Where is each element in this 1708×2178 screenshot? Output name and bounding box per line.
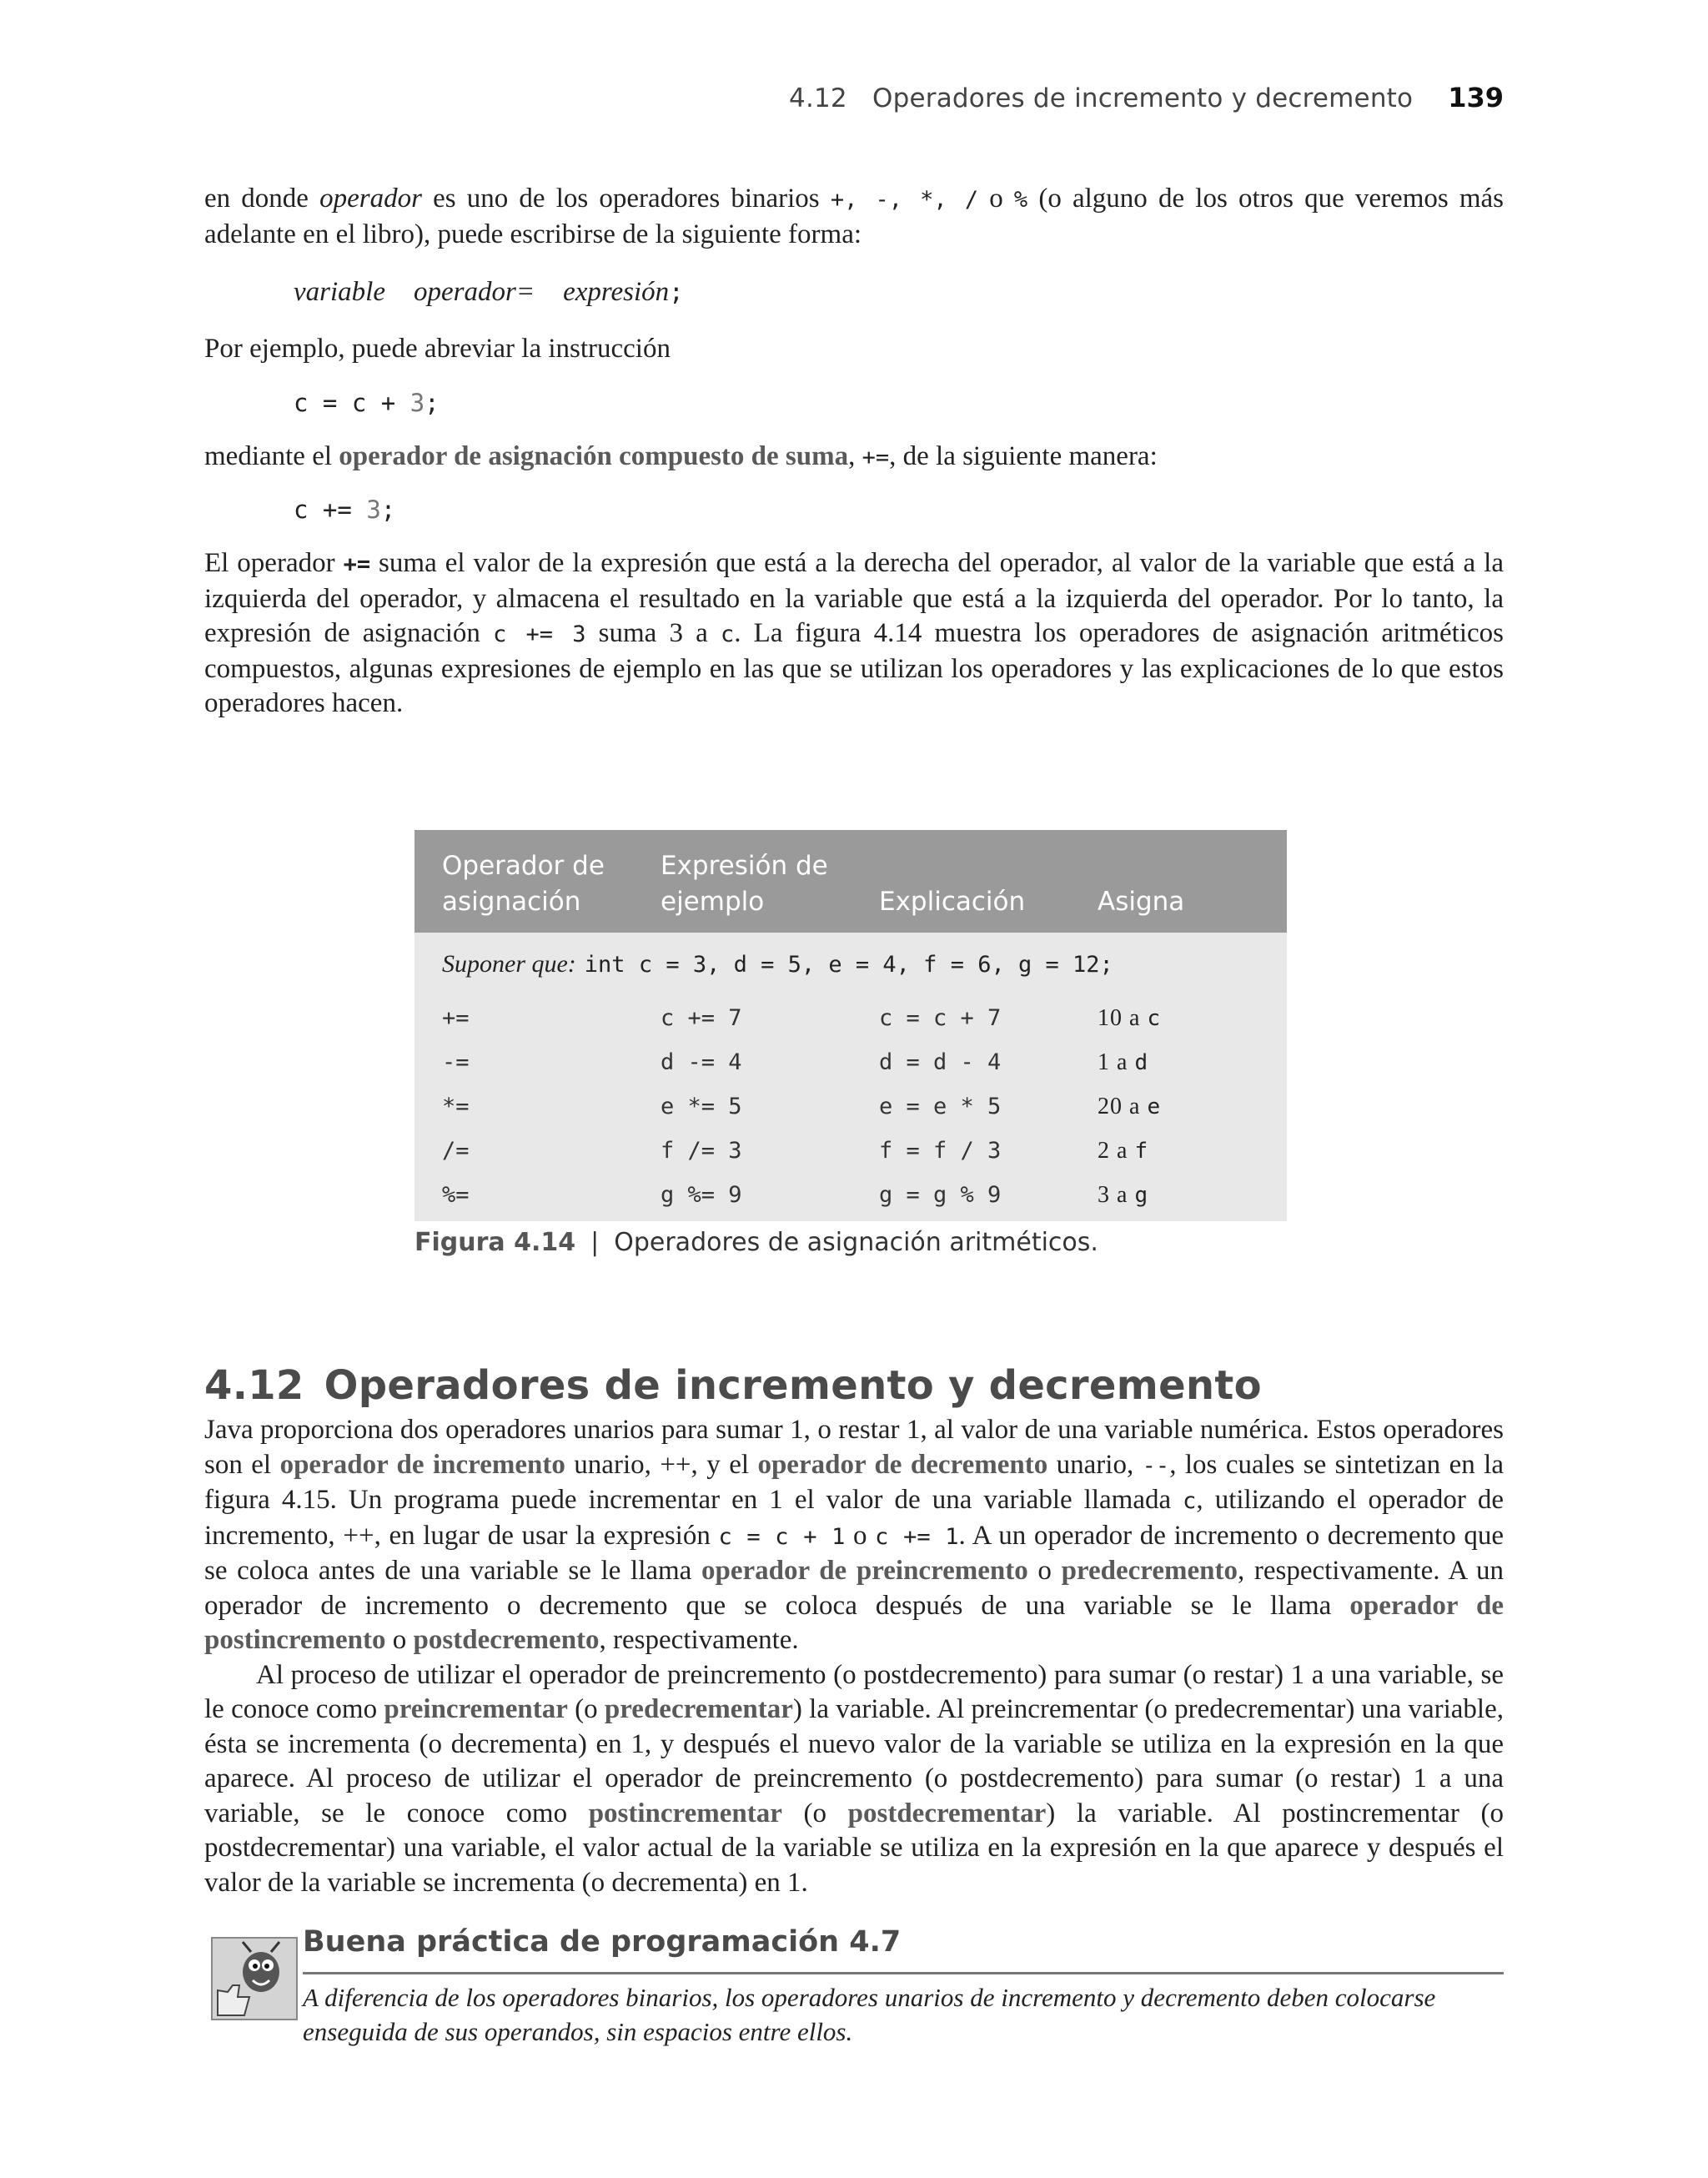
cell-assigns: 20 a e [1098,1093,1162,1119]
cell-explanation: g = g % 9 [879,1182,1002,1208]
assignment-operators-table [414,830,1287,1221]
figure-caption: Figura 4.14 | Operadores de asignación aritméticos. [414,1228,1098,1257]
header-explanation: Explicación [879,887,1026,917]
cell-assigns: 10 a c [1098,1004,1162,1031]
table-assumption-row: Suponer que: int c = 3, d = 5, e = 4, f = 6, g = 12; [442,950,1113,978]
section-paragraph-2: Al proceso de utilizar el operador de preincremento (o postdecremento) para sumar (o restar) 1 a una variable, se le conoce como preincrementar (o predecrementar) la variable. Al preincrementar (o predecrementar) una variable, ésta se incrementa (o decrementa) en 1, y después el nuevo valor de la variable se utiliza en la expresión en la que aparece. Al proceso de utilizar el operador de preincremento (o postdecremento) para sumar (o restar) 1 a una variable, se le conoce como postincrementar (o postdecrementar) la variable. Al postincrementar (o postdecrementar) una variable, el valor actual de la variable se utiliza en la expresión en la que aparece y después el valor de la variable se incrementa (o decrementa) en 1. [204,1659,1504,1898]
table-row [414,1040,1287,1084]
cell-assigns: 3 a g [1098,1181,1149,1208]
cell-operator: /= [442,1138,470,1164]
cell-operator: *= [442,1094,470,1119]
cell-explanation: d = d - 4 [879,1049,1002,1075]
running-header [789,82,1504,113]
cell-explanation: c = c + 7 [879,1005,1002,1031]
cell-example: g %= 9 [661,1182,742,1208]
header-operator: Operador de asignación [442,851,605,917]
table-row [414,1129,1287,1173]
tip-divider [303,1972,1504,1974]
table-row [414,996,1287,1040]
intro-paragraph-3: mediante el operador de asignación compuesto de suma, +=, de la siguiente manera: [204,441,1158,471]
cell-example: f /= 3 [661,1138,742,1164]
code-example-2: c += 3; [294,495,396,524]
syntax-line: variable operador= expresión; [294,277,684,307]
intro-paragraph-2: Por ejemplo, puede abreviar la instrucción [204,334,671,364]
header-assigns: Asigna [1098,887,1185,917]
table-row [414,1084,1287,1129]
table-row [414,1173,1287,1217]
cell-example: e *= 5 [661,1094,742,1119]
cell-operator: -= [442,1049,470,1075]
intro-paragraph-1: en donde operador es uno de los operadores binarios +, -, *, / o % (o alguno de los otros que veremos más adelante en el libro), puede escribirse de la siguiente forma: [204,184,1505,249]
cell-assigns: 2 a f [1098,1137,1149,1164]
bug-thumbs-up-icon [211,1937,298,2020]
header-example: Expresión de ejemplo [661,851,828,917]
tip-title: Buena práctica de programación 4.7 [303,1925,902,1959]
tip-text: A diferencia de los operadores binarios, los operadores unarios de incremento y decremento deben colocarse enseguida de sus operandos, sin espacios entre ellos. [303,1983,1436,2046]
cell-example: c += 7 [661,1005,742,1031]
cell-example: d -= 4 [661,1049,742,1075]
intro-paragraph-4: El operador += suma el valor de la expresión que está a la derecha del operador, al valor de la variable que está a la izquierda del operador, y almacena el resultado en la variable que está a la izquierda del operador. Por lo tanto, la expresión de asignación c += 3 suma 3 a c. La figura 4.14 muestra los operadores de asignación aritméticos compuestos, algunas expresiones de ejemplo en las que se utilizan los operadores y las explicaciones de lo que estos operadores hacen. [204,548,1504,718]
code-example-1: c = c + 3; [294,389,440,417]
good-practice-tip [211,1922,1504,2047]
table-header [414,830,1287,933]
cell-operator: %= [442,1182,470,1208]
running-header-section: 4.12 Operadores de incremento y decremento [789,83,1414,113]
section-paragraph-1: Java proporciona dos operadores unarios para sumar 1, o restar 1, al valor de una variable numérica. Estos operadores son el operador de incremento unario, ++, y el operador de decremento unario, --, los cuales se sintetizan en la figura 4.15. Un programa puede incrementar en 1 el valor de una variable llamada c, utilizando el operador de incremento, ++, en lugar de usar la expresión c = c + 1 o c += 1. A un operador de incremento o decremento que se coloca antes de una variable se le llama operador de preincremento o predecremento, respectivamente. A un operador de incremento o decremento que se coloca después de una variable se le llama operador de postincremento o postdecremento, respectivamente. Al proceso de utilizar el operador de preincremento (o postdecremento) para sumar (o restar) 1 a una variable, se le conoce como preincrementar (o predecrementar) la variable. Al preincrementar (o predecrementar) una variable, ésta se incrementa (o decrementa) en 1, y después el nuevo valor de la variable se utiliza en la expresión en la que aparece. Al proceso de utilizar el operador de preincremento (o postdecremento) para sumar (o restar) 1 a una variable, se le conoce como postincrementar (o postdecrementar) la variable. Al postincrementar (o postdecrementar) una variable, el valor actual de la variable se utiliza en la expresión en la que aparece y después el valor de la variable se incrementa (o decrementa) en 1. [204,1413,1504,1900]
figure-4-14 [414,830,1287,1257]
cell-operator: += [442,1005,470,1031]
section-heading: 4.12 Operadores de incremento y decremento [204,1362,1262,1409]
cell-explanation: e = e * 5 [879,1094,1002,1119]
cell-explanation: f = f / 3 [879,1138,1002,1164]
cell-assigns: 1 a d [1098,1049,1149,1075]
page-number: 139 [1448,82,1504,113]
